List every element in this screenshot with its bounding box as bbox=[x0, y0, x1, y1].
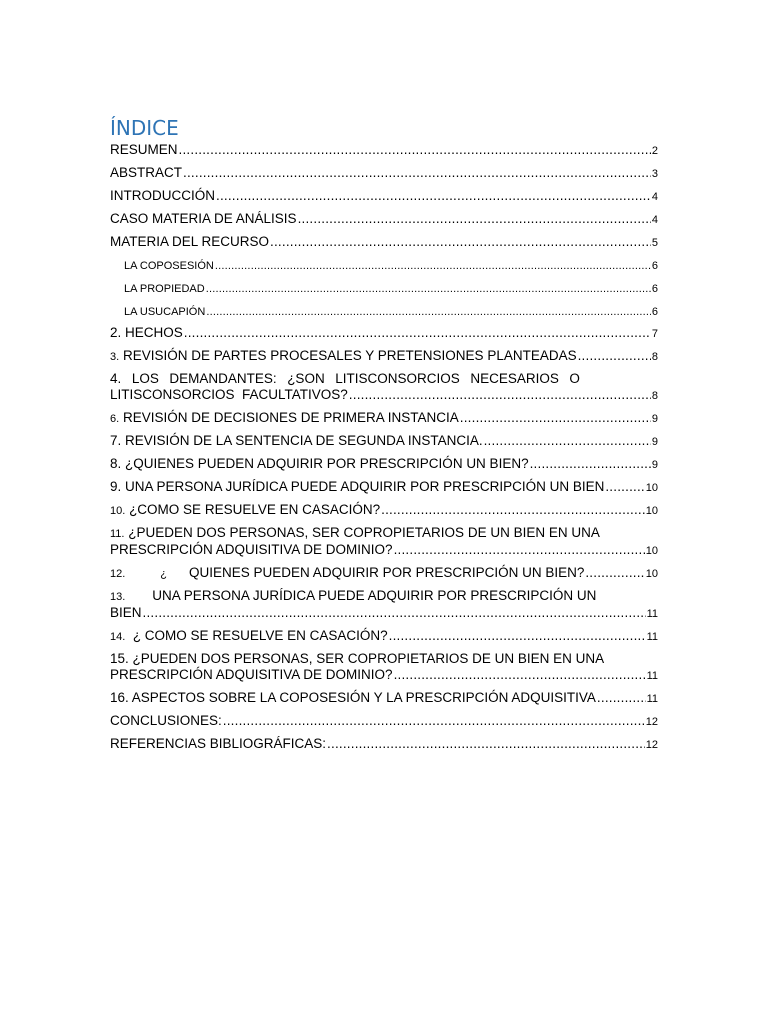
toc-entry-abstract[interactable] bbox=[110, 165, 658, 182]
dot-leader bbox=[216, 188, 651, 204]
dot-leader bbox=[179, 142, 651, 158]
toc-entry-number: 14. bbox=[110, 631, 126, 643]
toc-word: DEMANDANTES: bbox=[169, 371, 277, 386]
toc-entry-text: REVISIÓN DE PARTES PROCESALES Y PRETENSIONES PLANTEADAS bbox=[122, 348, 577, 363]
toc-page-number: 12 bbox=[645, 739, 658, 751]
toc-page-number: 11 bbox=[646, 670, 658, 682]
dot-leader bbox=[215, 258, 651, 274]
toc-entry-text: ¿PUEDEN DOS PERSONAS, SER COPROPIETARIOS DE UN BIEN EN UNA bbox=[128, 525, 600, 540]
toc-page-number: 10 bbox=[645, 505, 658, 517]
dot-leader bbox=[597, 690, 646, 706]
toc-page-number: 11 bbox=[646, 693, 658, 705]
toc-entry-text: QUIENES PUEDEN ADQUIRIR POR PRESCRIPCIÓN UN BIEN? bbox=[189, 565, 585, 580]
toc-word: LOS bbox=[131, 371, 159, 386]
dot-leader bbox=[460, 410, 651, 426]
toc-entry-revision-partes[interactable] bbox=[110, 348, 658, 365]
toc-entry-segunda-instancia[interactable] bbox=[110, 433, 658, 450]
toc-entry-aspectos-16[interactable] bbox=[110, 690, 658, 707]
toc-entry-coposesion[interactable] bbox=[110, 258, 658, 274]
toc-page-number: 11 bbox=[646, 631, 658, 643]
toc-entry-number: 11. bbox=[110, 528, 125, 540]
dot-leader bbox=[484, 433, 651, 449]
toc-entry-casacion-10[interactable] bbox=[110, 502, 658, 519]
toc-entry-number: 10. bbox=[110, 505, 126, 517]
toc-entry-quienes-8[interactable] bbox=[110, 456, 658, 473]
dot-leader bbox=[389, 628, 646, 644]
toc-word: NECESARIOS bbox=[470, 371, 559, 386]
toc-entry-text: 15. ¿PUEDEN DOS PERSONAS, SER COPROPIETARIOS DE UN BIEN EN UNA bbox=[110, 651, 605, 666]
dot-leader bbox=[530, 456, 651, 472]
toc-entry-text: INTRODUCCIÓN bbox=[110, 188, 215, 203]
toc-entry-text: CONCLUSIONES: bbox=[110, 713, 222, 728]
toc-entry-text: ¿COMO SE RESUELVE EN CASACIÓN? bbox=[129, 502, 381, 517]
toc-page-number: 9 bbox=[651, 459, 658, 471]
dot-leader bbox=[183, 165, 651, 181]
toc-entry-conclusiones[interactable] bbox=[110, 713, 658, 730]
toc-word: 4. bbox=[110, 371, 122, 386]
toc-entry-number: 3. bbox=[110, 351, 120, 363]
toc-entry-text-continued: PRESCRIPCIÓN ADQUISITIVA DE DOMINIO? bbox=[110, 542, 393, 557]
toc-page-number: 12 bbox=[645, 716, 658, 728]
dot-leader bbox=[394, 667, 646, 683]
toc-entry-text-continued: PRESCRIPCIÓN ADQUISITIVA DE DOMINIO? bbox=[110, 667, 393, 682]
toc-entry-usucapion[interactable] bbox=[110, 304, 658, 320]
toc-entry-primera-instancia[interactable] bbox=[110, 410, 658, 427]
toc-entry-propiedad[interactable] bbox=[110, 281, 658, 297]
toc-entry-casacion-14[interactable] bbox=[110, 628, 658, 645]
toc-page-number: 4 bbox=[651, 214, 658, 226]
toc-entry-text: RESUMEN bbox=[110, 142, 178, 157]
toc-entry-text: 2. HECHOS bbox=[110, 325, 183, 340]
toc-entry-number: 6. bbox=[110, 413, 120, 425]
dot-leader bbox=[381, 502, 645, 518]
toc-word: ¿SON bbox=[287, 371, 325, 386]
dot-leader bbox=[184, 325, 651, 341]
toc-page-number: 7 bbox=[651, 328, 658, 340]
toc-entry-text: 8. ¿QUIENES PUEDEN ADQUIRIR POR PRESCRIPCIÓN UN BIEN? bbox=[110, 456, 529, 471]
dot-leader bbox=[327, 736, 645, 752]
toc-page-number: 11 bbox=[646, 608, 658, 620]
toc-entry-text: LA USUCAPIÓN bbox=[124, 306, 206, 318]
dot-leader bbox=[605, 479, 644, 495]
toc-word: LITISCONSORCIOS bbox=[335, 371, 460, 386]
index-title: ÍNDICE bbox=[110, 116, 179, 140]
toc-page-number: 10 bbox=[645, 482, 658, 494]
dot-leader bbox=[585, 565, 644, 581]
dot-leader bbox=[394, 542, 645, 558]
toc-page-number: 5 bbox=[651, 237, 658, 249]
toc-entry-text: LA PROPIEDAD bbox=[124, 283, 205, 295]
toc-page-number: 3 bbox=[651, 168, 658, 180]
dot-leader bbox=[206, 304, 651, 320]
dot-leader bbox=[223, 713, 645, 729]
dot-leader bbox=[578, 348, 651, 364]
toc-entry-text: 7. REVISIÓN DE LA SENTENCIA DE SEGUNDA INSTANCIA. bbox=[110, 433, 483, 448]
toc-page-number: 4 bbox=[651, 191, 658, 203]
toc-entry-text: 16. ASPECTOS SOBRE LA COPOSESIÓN Y LA PRESCRIPCIÓN ADQUISITIVA bbox=[110, 690, 596, 705]
toc-entry-persona-juridica-9[interactable] bbox=[110, 479, 658, 496]
toc-page-number: 2 bbox=[651, 145, 658, 157]
toc-entry-hechos[interactable] bbox=[110, 325, 658, 342]
toc-entry-text: 9. UNA PERSONA JURÍDICA PUEDE ADQUIRIR POR PRESCRIPCIÓN UN BIEN bbox=[110, 479, 605, 494]
toc-entry-text: LITISCONSORCIOS FACULTATIVOS? bbox=[110, 387, 348, 402]
toc-page-number: 8 bbox=[651, 351, 658, 363]
toc-entry-text: ABSTRACT bbox=[110, 165, 183, 180]
dot-leader bbox=[349, 387, 651, 403]
toc-entry-text: REFERENCIAS BIBLIOGRÁFICAS: bbox=[110, 736, 327, 751]
toc-entry-introduccion[interactable] bbox=[110, 188, 658, 205]
dot-leader bbox=[270, 234, 651, 250]
table-of-contents bbox=[110, 140, 658, 751]
toc-page-number: 6 bbox=[651, 260, 658, 272]
toc-page-number: 8 bbox=[651, 390, 658, 402]
toc-entry-quienes-12[interactable] bbox=[110, 565, 658, 582]
toc-entry-text: ¿ COMO SE RESUELVE EN CASACIÓN? bbox=[132, 628, 388, 643]
toc-entry-resumen[interactable] bbox=[110, 142, 658, 159]
toc-entry-mark: ¿ bbox=[160, 568, 168, 580]
toc-entry-text-continued: BIEN bbox=[110, 605, 142, 620]
dot-leader bbox=[206, 281, 651, 297]
toc-page-number: 10 bbox=[645, 545, 658, 557]
toc-page-number: 10 bbox=[645, 568, 658, 580]
toc-entry-copropietarios-15[interactable] bbox=[110, 651, 658, 684]
toc-page-number: 9 bbox=[651, 413, 658, 425]
dot-leader bbox=[143, 605, 646, 621]
toc-entry-number: 13. bbox=[110, 591, 126, 603]
toc-word: O bbox=[569, 371, 580, 386]
toc-entry-caso[interactable] bbox=[110, 211, 658, 228]
toc-entry-text: UNA PERSONA JURÍDICA PUEDE ADQUIRIR POR PRESCRIPCIÓN UN bbox=[152, 588, 597, 603]
toc-entry-persona-juridica-13[interactable] bbox=[110, 588, 658, 622]
toc-entry-text: LA COPOSESIÓN bbox=[124, 260, 214, 272]
toc-entry-text: REVISIÓN DE DECISIONES DE PRIMERA INSTANCIA bbox=[122, 410, 459, 425]
toc-entry-copropietarios-11[interactable] bbox=[110, 525, 658, 559]
toc-entry-demandantes[interactable] bbox=[110, 371, 658, 404]
toc-entry-text: MATERIA DEL RECURSO bbox=[110, 234, 270, 249]
toc-page-number: 9 bbox=[651, 436, 658, 448]
toc-page-number: 6 bbox=[651, 283, 658, 295]
toc-page-number: 6 bbox=[651, 306, 658, 318]
toc-entry-text: CASO MATERIA DE ANÁLISIS bbox=[110, 211, 297, 226]
dot-leader bbox=[298, 211, 651, 227]
toc-entry-referencias[interactable] bbox=[110, 736, 658, 753]
toc-entry-number: 12. bbox=[110, 568, 126, 580]
toc-entry-materia-recurso[interactable] bbox=[110, 234, 658, 251]
